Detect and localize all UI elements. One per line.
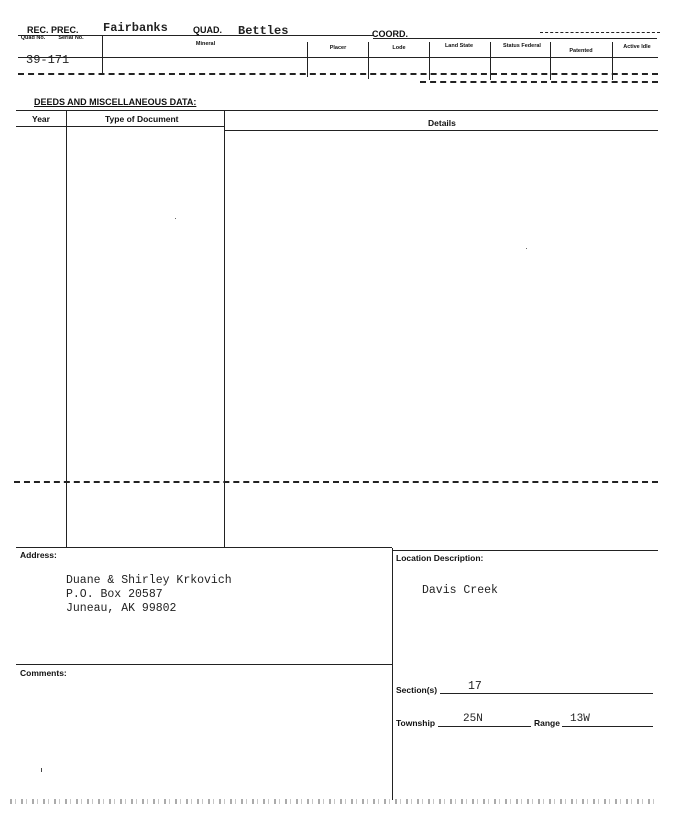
col-status-federal: Status Federal	[503, 43, 541, 49]
col-land-state: Land State	[444, 43, 474, 49]
col-patented: Patented	[569, 48, 593, 54]
address-line-1[interactable]: Duane & Shirley Krkovich	[66, 574, 232, 587]
comments-label: Comments:	[20, 668, 67, 678]
quad-label: QUAD.	[193, 25, 222, 35]
scan-noise-strip	[10, 799, 658, 804]
quad-no-value[interactable]: 39-171	[26, 53, 70, 67]
col-divider	[307, 42, 308, 77]
col-lode: Lode	[392, 45, 406, 51]
col-mineral: Mineral	[195, 41, 216, 47]
header-dash-top	[540, 32, 660, 33]
range-underline	[562, 726, 653, 727]
coord-label: COORD.	[372, 29, 408, 39]
township-underline	[438, 726, 531, 727]
section-underline	[440, 693, 653, 694]
deeds-heading: DEEDS AND MISCELLANEOUS DATA:	[34, 97, 197, 107]
deeds-dash-line	[14, 481, 658, 483]
col-serial-no: Serial No.	[58, 35, 84, 41]
location-label: Location Description:	[396, 553, 484, 563]
deeds-top-line	[16, 110, 658, 111]
header-top-line-right	[373, 38, 657, 39]
header-dash-bottom	[18, 73, 658, 75]
address-label: Address:	[20, 550, 57, 560]
deeds-col-details: Details	[428, 118, 456, 128]
scan-mark	[175, 218, 176, 219]
township-label: Township	[396, 718, 436, 728]
col-active-idle: Active Idle	[623, 44, 651, 50]
deeds-col-year: Year	[32, 114, 50, 124]
township-value[interactable]: 25N	[463, 713, 483, 725]
deeds-col-type: Type of Document	[105, 114, 179, 124]
address-top-line	[16, 547, 392, 548]
address-line-3[interactable]: Juneau, AK 99802	[66, 602, 177, 615]
scan-mark	[526, 248, 527, 249]
address-line-2[interactable]: P.O. Box 20587	[66, 588, 163, 601]
rec-prec-value[interactable]: Fairbanks	[103, 21, 168, 35]
deeds-header-line-right	[224, 130, 658, 131]
col-quad-no: Quad No.	[20, 35, 46, 41]
col-divider	[102, 35, 103, 75]
location-top-line	[392, 550, 658, 551]
bottom-col-divider	[392, 548, 393, 800]
section-value[interactable]: 17	[468, 680, 482, 693]
range-label: Range	[534, 718, 560, 728]
section-label: Section(s)	[396, 685, 438, 695]
quad-value[interactable]: Bettles	[238, 24, 289, 38]
header-dash-bottom-2	[420, 81, 658, 83]
location-value[interactable]: Davis Creek	[422, 584, 498, 597]
scan-mark	[41, 768, 42, 772]
comments-top-line	[16, 664, 392, 665]
deeds-header-line	[16, 126, 224, 127]
col-header-bottom-line	[18, 57, 658, 58]
col-placer: Placer	[329, 45, 347, 51]
rec-prec-label: REC. PREC.	[27, 25, 79, 35]
range-value[interactable]: 13W	[570, 713, 590, 725]
